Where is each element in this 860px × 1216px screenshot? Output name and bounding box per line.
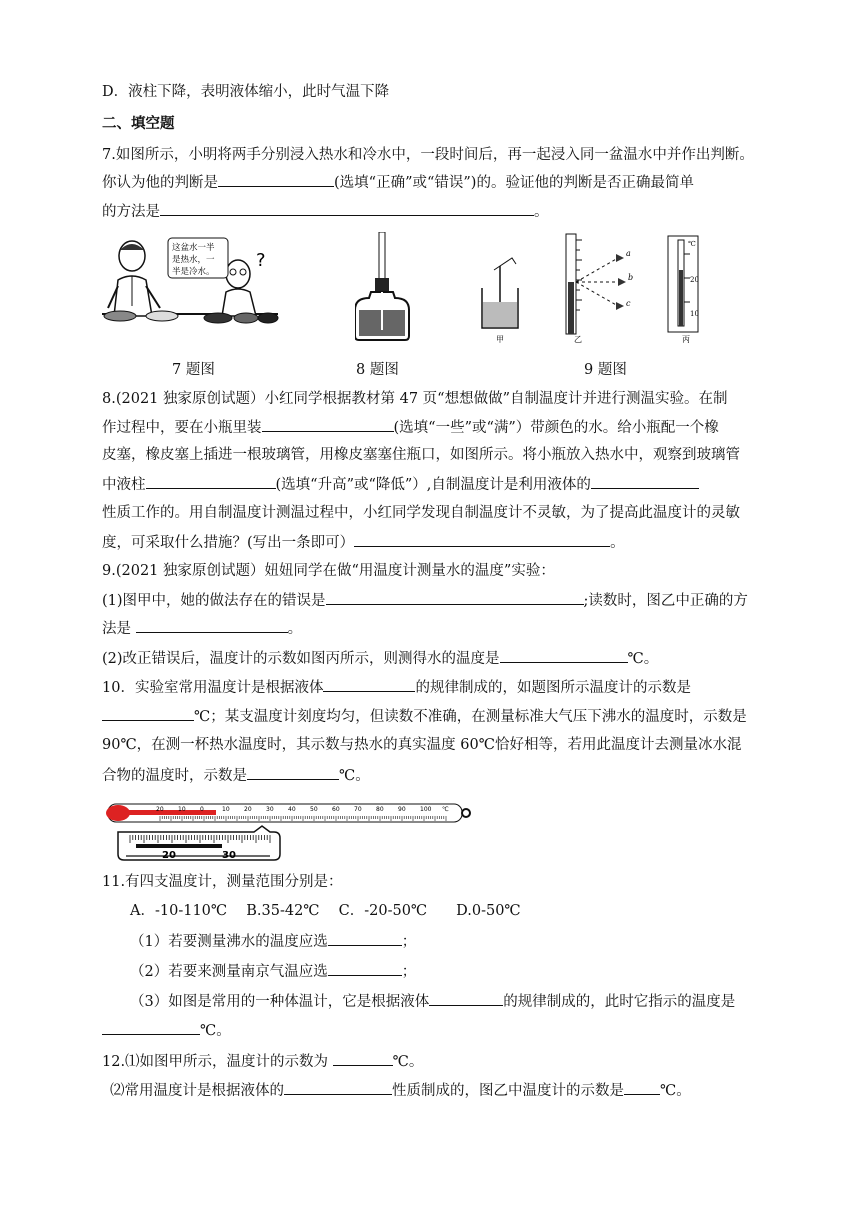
scale-label: ℃ [442, 806, 449, 813]
label-b: b [628, 273, 634, 282]
caption-fig9: 9 题图 [584, 362, 627, 378]
q11-sub-1: （1）若要测量沸水的温度应选 ； [130, 931, 416, 952]
q12-line-2: ⑵常用温度计是根据液体的 性质制成的，图乙中温度计的示数是 ℃。 [110, 1080, 691, 1101]
figure-7-illustration [100, 236, 280, 336]
q12-blank-3[interactable] [624, 1080, 660, 1095]
label-celsius: ℃ [688, 240, 696, 248]
tick-20: 20 [690, 276, 699, 284]
q8-blank-3[interactable] [591, 474, 699, 489]
scale-label: 60 [332, 806, 340, 813]
scale-label: 10 [222, 806, 230, 813]
scale-label: 20 [156, 806, 164, 813]
option-d-line: D．液柱下降，表明液体缩小，此时气温下降 [102, 84, 390, 100]
clin-label-30: 30 [222, 850, 236, 861]
q12-blank-1[interactable] [333, 1051, 393, 1066]
q9-line-4: (2)改正错误后，温度计的示数如图丙所示，则测得水的温度是 ℃。 [102, 648, 658, 669]
q9-blank-1[interactable] [326, 590, 584, 605]
scale-label: 70 [354, 806, 362, 813]
svg-text:?: ? [256, 250, 266, 271]
label-yi: 乙 [574, 335, 582, 344]
caption-fig8: 8 题图 [356, 362, 399, 378]
figure-10-thermometers [104, 800, 484, 864]
scale-label: 10 [178, 806, 186, 813]
q11-blank-4[interactable] [102, 1020, 200, 1035]
q9-line-2: (1)图甲中，她的做法存在的错误是 ;读数时，图乙中正确的方 [102, 590, 748, 611]
bubble-line-3: 半是冷水。 [172, 267, 215, 277]
q10-line-2: ℃；某支温度计刻度均匀，但读数不准确，在测量标准大气压下沸水的温度时，示数是 [102, 706, 747, 727]
label-c: c [626, 299, 631, 308]
scale-label: 20 [244, 806, 252, 813]
scale-label: 0 [200, 806, 204, 813]
q11-blank-2[interactable] [328, 961, 402, 976]
q11-line-4: ℃。 [102, 1020, 231, 1041]
q8-blank-4[interactable] [354, 532, 610, 547]
label-a: a [626, 249, 631, 258]
q9-blank-2[interactable] [136, 618, 288, 633]
q11-sub-3: （3）如图是常用的一种体温计，它是根据液体 的规律制成的，此时它指示的温度是 [130, 991, 735, 1012]
q8-blank-2[interactable] [146, 474, 276, 489]
scale-label: 80 [376, 806, 384, 813]
q10-line-3: 90℃，在测一杯热水温度时，其示数与热水的真实温度 60℃恰好相等，若用此温度计去测量冰水混 [102, 737, 742, 753]
q12-blank-2[interactable] [284, 1080, 392, 1095]
bubble-line-1: 这盆水一半 [172, 243, 215, 253]
q10-blank-1[interactable] [323, 677, 415, 692]
scale-label: 50 [310, 806, 318, 813]
q7-line-1: 7.如图所示，小明将两手分别浸入热水和冷水中，一段时间后，再一起浸入同一盆温水中并作出判断。 [102, 147, 754, 163]
q10-line-4: 合物的温度时，示数是 ℃。 [102, 765, 370, 786]
q9-blank-3[interactable] [500, 648, 628, 663]
q11-options: A．-10-110℃ B.35-42℃ C．-20-50℃ D.0-50℃ [130, 903, 521, 919]
q10-blank-3[interactable] [247, 765, 339, 780]
q7-blank-1[interactable] [218, 172, 334, 187]
q7-blank-2[interactable] [160, 201, 534, 216]
q12-line-1: 12.⑴如图甲所示，温度计的示数为 ℃。 [102, 1051, 423, 1072]
scale-label: 40 [288, 806, 296, 813]
figure-8-bottle [355, 232, 415, 342]
q9-line-3: 法是 。 [102, 618, 302, 639]
clin-label-20: 20 [162, 850, 176, 861]
q8-blank-1[interactable] [262, 417, 394, 432]
q11-blank-1[interactable] [328, 931, 402, 946]
q8-line-4: 中液柱 (选填“升高”或“降低”）,自制温度计是利用液体的 [102, 474, 699, 495]
bubble-line-2: 是热水，一 [172, 255, 215, 265]
q11-blank-3[interactable] [429, 991, 503, 1006]
scale-label: 30 [266, 806, 274, 813]
q8-line-6: 度，可采取什么措施？(写出一条即可） 。 [102, 532, 625, 553]
figure-9-thermometers [470, 230, 710, 344]
label-jia: 甲 [496, 335, 504, 344]
q11-sub-2: （2）若要来测量南京气温应选 ； [130, 961, 416, 982]
q8-line-2: 作过程中，要在小瓶里装 (选填“一些”或“满”）带颜色的水。给小瓶配一个橡 [102, 417, 719, 438]
q8-line-1: 8.(2021 独家原创试题）小红同学根据教材第 47 页“想想做做”自制温度计并进行测温实验。在制 [102, 391, 728, 407]
scale-label: 90 [398, 806, 406, 813]
q9-line-1: 9.(2021 独家原创试题）妞妞同学在做“用温度计测量水的温度”实验： [102, 563, 555, 579]
q7-line-2: 你认为他的判断是 (选填“正确”或“错误”)的。验证他的判断是否正确最简单 [102, 172, 694, 193]
caption-fig7: 7 题图 [172, 362, 215, 378]
label-bing: 丙 [682, 335, 690, 344]
tick-10: 10 [690, 310, 699, 318]
q8-line-5: 性质工作的。用自制温度计测温过程中，小红同学发现自制温度计不灵敏，为了提高此温度计的灵敏 [102, 505, 740, 521]
q11-line-1: 11.有四支温度计，测量范围分别是： [102, 874, 343, 890]
section-heading: 二、填空题 [102, 116, 175, 132]
scale-label: 100 [420, 806, 432, 813]
q10-line-1: 10．实验室常用温度计是根据液体 的规律制成的，如题图所示温度计的示数是 [102, 677, 691, 698]
q8-line-3: 皮塞，橡皮塞上插进一根玻璃管，用橡皮塞塞住瓶口，如图所示。将小瓶放入热水中，观察到玻璃管 [102, 447, 740, 463]
q10-blank-2[interactable] [102, 706, 194, 721]
q7-line-3: 的方法是 。 [102, 201, 549, 222]
